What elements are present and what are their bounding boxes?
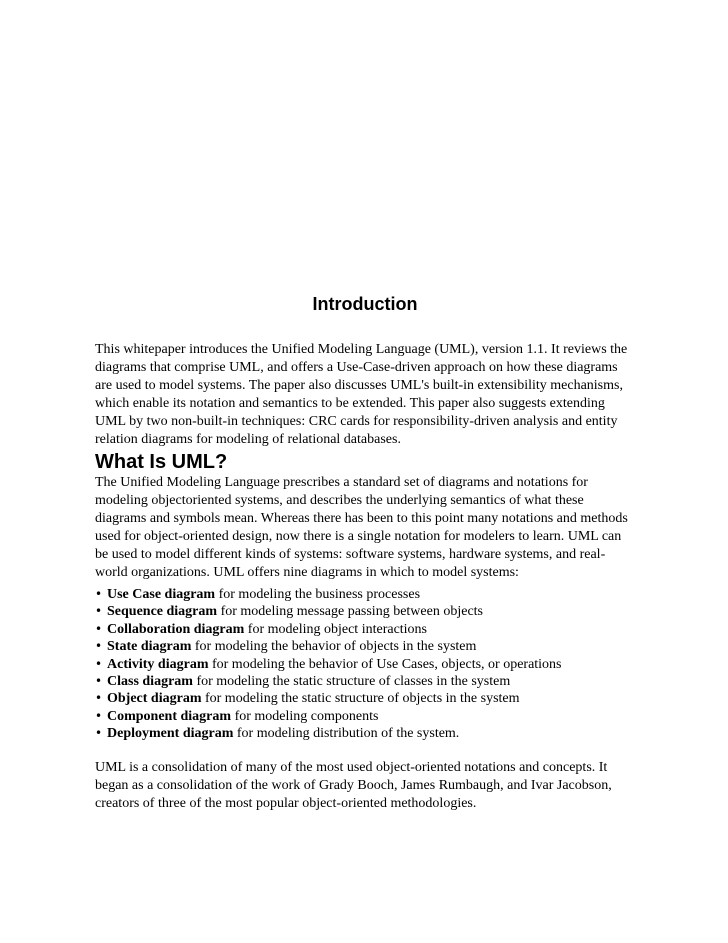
list-item-term: Use Case diagram (107, 587, 216, 602)
list-item-term: Sequence diagram (107, 604, 218, 620)
section-paragraph: The Unified Modeling Language prescribes a standard set of diagrams and notations for modeling objectoriented systems, and describes the underlying semantics of what these diagrams and symbols mean. Whereas there has been to this point many notations and methods used for object-oriented design, now there is a single notation for modelers to learn. UML can be used to model different kinds of systems: software systems, hardware systems, and real-world organizations. UML offers nine diagrams in which to model systems: (95, 475, 628, 580)
list-item-desc: for modeling the behavior of objects in the system (191, 639, 477, 655)
intro-paragraph: This whitepaper introduces the Unified Modeling Language (UML), version 1.1. It reviews the diagrams that comprise UML, and offers a Use-Case-driven approach on how these diagrams are used to model systems. The paper also discusses UML's built-in extensibility mechanisms, which enable its notation and semantics to be extended. This paper also suggests extending UML by two non-built-in techniques: CRC cards for responsibility-driven analysis and entity relation diagrams for modeling of relational databases. (95, 342, 628, 447)
list-item (95, 603, 635, 620)
list-item-term: Object diagram (107, 691, 202, 707)
closing-paragraph: UML is a consolidation of many of the most used object-oriented notations and concepts. It began as a consolidation of the work of Grady Booch, James Rumbaugh, and Ivar Jacobson, creators of three of the most popular object-oriented methodologies. (95, 760, 612, 811)
list-item (95, 725, 635, 742)
bullet-icon: • (95, 726, 103, 741)
bullet-icon: • (95, 656, 103, 671)
list-item (95, 621, 635, 638)
list-item-term: Deployment diagram (107, 726, 234, 742)
list-item-desc: for modeling the business processes (215, 587, 421, 602)
bullet-icon: • (95, 708, 103, 723)
list-item-desc: for modeling the static structure of classes in the system (192, 674, 511, 690)
diagram-list (95, 586, 635, 743)
list-item (95, 656, 635, 673)
bullet-icon: • (95, 621, 103, 636)
list-item-desc: for modeling components (231, 708, 379, 724)
bullet-icon: • (95, 639, 103, 654)
page-title: Introduction (312, 294, 418, 314)
bullet-icon: • (95, 604, 103, 619)
section-heading: What Is UML? (95, 451, 228, 473)
list-item-desc: for modeling the behavior of Use Cases, objects, or operations (208, 656, 562, 672)
list-item-desc: for modeling distribution of the system. (233, 726, 460, 742)
list-item-desc: for modeling message passing between objects (217, 604, 483, 620)
list-item-term: Component diagram (107, 708, 232, 724)
bullet-icon: • (95, 674, 103, 689)
list-item-term: State diagram (107, 639, 192, 655)
bullet-icon: • (95, 587, 103, 601)
list-item-term: Collaboration diagram (107, 621, 245, 637)
list-item (95, 690, 635, 707)
list-item-term: Activity diagram (107, 656, 209, 672)
list-item (95, 673, 635, 690)
list-item-desc: for modeling the static structure of objects in the system (201, 691, 520, 707)
list-item (95, 708, 635, 725)
list-item-desc: for modeling object interactions (244, 621, 428, 637)
bullet-icon: • (95, 691, 103, 706)
list-item (95, 586, 635, 603)
list-item (95, 638, 635, 655)
list-item-term: Class diagram (107, 674, 193, 690)
